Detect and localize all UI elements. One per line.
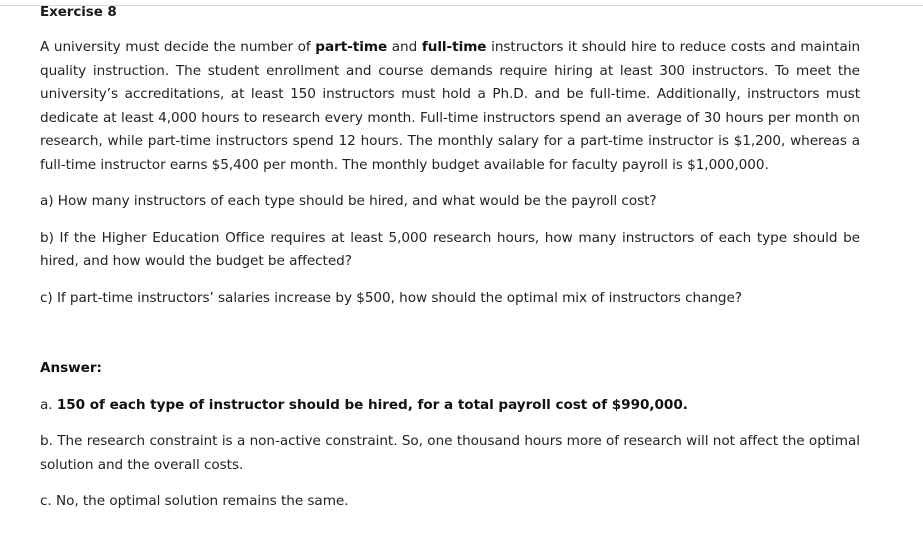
- question-c: c) If part-time instructors’ salaries increase by $500, how should the optimal mix of instructors change?: [40, 289, 742, 306]
- exercise-title: Exercise 8: [40, 4, 117, 20]
- problem-intro-2: and: [387, 39, 422, 55]
- answer-a-prefix: a.: [40, 396, 57, 413]
- problem-statement: [40, 36, 860, 177]
- answer-c: c. No, the optimal solution remains the same.: [40, 493, 349, 509]
- answer-label-text: Answer:: [40, 360, 102, 376]
- answer-b: b. The research constraint is a non-active constraint. So, one thousand hours more of research will not affect the optimal solution and the overall costs.: [40, 433, 860, 473]
- problem-intro-1: A university must decide the number of: [40, 39, 316, 55]
- question-b: b) If the Higher Education Office requires at least 5,000 research hours, how many instructors of each type should be hired, and how would the budget be affected?: [40, 229, 860, 269]
- bold-part-time: part-time: [315, 39, 388, 55]
- answer-a-text: 150 of each type of instructor should be hired, for a total payroll cost of $990,000.: [56, 396, 688, 413]
- bold-full-time: full-time: [421, 39, 487, 55]
- question-a: a) How many instructors of each type should be hired, and what would be the payroll cost?: [40, 193, 657, 209]
- exercise-content: [40, 36, 860, 514]
- answer-label: [40, 357, 860, 381]
- answer-a: [40, 394, 860, 418]
- problem-intro-3: instructors it should hire to reduce costs and maintain quality instruction. The student enrollment and course demands require hiring at least 300 instructors. To meet the university’s accreditations, at least 150 instructors must hold a Ph.D. and be full-time. Additionally, instructors must dedicate at least 4,000 hours to research every month. Full-time instructors spend an average of 30 hours per month on research, while part-time instructors spend 12 hours. The monthly salary for a part-time instructor is $1,200, whereas a full-time instructor earns $5,400 per month. The monthly budget available for faculty payroll is $1,000,000.: [40, 39, 861, 173]
- top-divider: [0, 5, 923, 6]
